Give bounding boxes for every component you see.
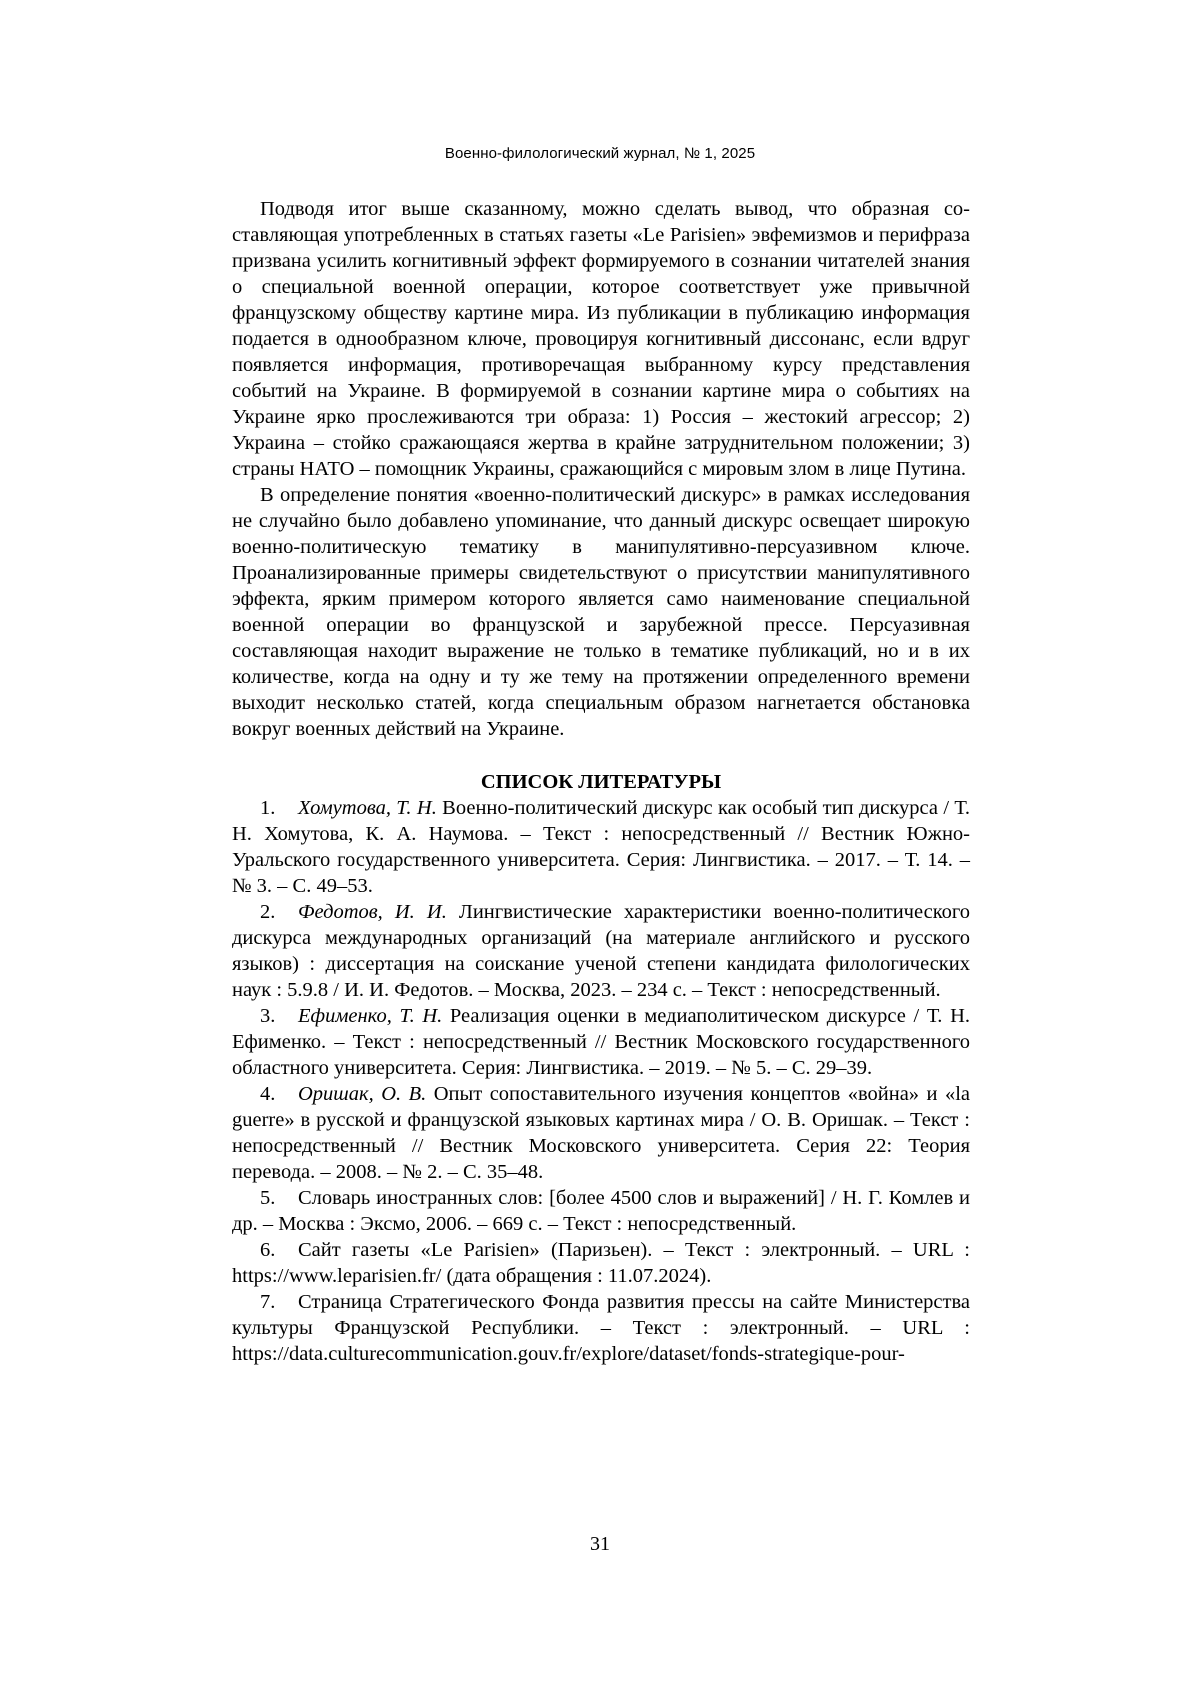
reference-number: 3. (260, 1005, 276, 1027)
page-number: 31 (590, 1533, 610, 1555)
article-body (232, 196, 970, 1367)
reference-number: 5. (260, 1187, 276, 1209)
reference-item (232, 1289, 970, 1367)
reference-number: 4. (260, 1083, 276, 1105)
reference-author: Федотов, И. И. (298, 901, 447, 923)
reference-number: 2. (260, 901, 276, 923)
reference-number: 1. (260, 797, 276, 819)
reference-item (232, 1237, 970, 1289)
reference-author: Оришак, О. В. (298, 1083, 427, 1105)
reference-item (232, 795, 970, 899)
references-list (232, 795, 970, 1367)
reference-text: Страница Стратегического Фонда развития прессы на сайте Министерства культуры Французской Республики. – Текст : электронный. – URL : https://data.culturecommunication.gouv.fr/explore/dataset/fonds-strategique-pour- (232, 1291, 970, 1365)
reference-text: Лингвистические характеристики военно-политического дискурса международных организаций (на материале английского и русского языков) : диссертация на соискание ученой степени кандидата филологических наук : 5.9.8 / И. И. Федотов. – Москва, 2023. – 234 с. – Текст : непосредственный. (232, 901, 971, 1001)
body-paragraph: В определение понятия «военно-политический дискурс» в рамках исследования не случайно было добавлено упоминание, что данный дискурс освещает широкую военно-политическую тематику в манипулятивно-персуазивном ключе. Проанализированные примеры свидетельствуют о присутствии манипулятивного эффекта, ярким примером которого является само наименование специальной военной операции во французской и зарубежной прессе. Персуазивная составляющая находит выражение не только в тематике публикаций, но и в их количестве, когда на одну и ту же тему на протяжении определенного времени выходит несколько статей, когда специальным образом нагнетается обстановка вокруг военных действий на Украине. (232, 484, 970, 740)
reference-text: Реализация оценки в медиаполитическом дискурсе / Т. Н. Ефименко. – Текст : непосредственный // Вестник Московского государственного областного университета. Серия: Лингвистика. – 2019. – № 5. – С. 29–39. (232, 1005, 970, 1079)
reference-item (232, 899, 970, 1003)
reference-author: Ефименко, Т. Н. (298, 1005, 443, 1027)
reference-author: Хомутова, Т. Н. (298, 797, 437, 819)
reference-text: Опыт сопоставительного изучения концептов «война» и «la guerre» в русской и французской языковых картинах мира / О. В. Оришак. – Текст : непосредственный // Вестник Московского университета. Серия 22: Теория перевода. – 2008. – № 2. – С. 35–48. (232, 1083, 970, 1183)
reference-number: 6. (260, 1239, 276, 1261)
body-paragraph: Подводя итог выше сказанному, можно сделать вывод, что образная составляющая употребленных в статьях газеты «Le Parisien» эвфемизмов и перифраза призвана усилить когнитивный эффект формируемого в сознании читателей знания о специальной военной операции, которое соответствует уже привычной французскому обществу картине мира. Из публикации в публикацию информация подается в однообразном ключе, провоцируя когнитивный диссонанс, если вдруг появляется информация, противоречащая выбранному курсу представления событий на Украине. В формируемой в сознании картине мира о событиях на Украине ярко прослеживаются три образа: 1) Россия – жестокий агрессор; 2) Украина – стойко сражающаяся жертва в крайне затруднительном положении; 3) страны НАТО – помощник Украины, сражающийся с мировым злом в лице Путина. (232, 198, 970, 480)
reference-text: Словарь иностранных слов: [более 4500 слов и выражений] / Н. Г. Комлев и др. – Москва : Эксмо, 2006. – 669 с. – Текст : непосредственный. (232, 1187, 970, 1235)
running-header: Военно-филологический журнал, № 1, 2025 (444, 145, 756, 162)
reference-item (232, 1081, 970, 1185)
references-heading: СПИСОК ЛИТЕРАТУРЫ (480, 771, 722, 793)
reference-item (232, 1003, 970, 1081)
reference-text: Сайт газеты «Le Parisien» (Паризьен). – Текст : электронный. – URL : https://www.leparisien.fr/ (дата обращения : 11.07.2024). (232, 1239, 970, 1287)
reference-number: 7. (260, 1291, 276, 1313)
reference-text: Военно-политический дискурс как особый тип дискурса / Т. Н. Хомутова, К. А. Наумова. – Текст : непосредственный // Вестник Южно-Уральского государственного университета. Серия: Лингвистика. – 2017. – Т. 14. – № 3. – С. 49–53. (232, 797, 970, 897)
reference-item (232, 1185, 970, 1237)
